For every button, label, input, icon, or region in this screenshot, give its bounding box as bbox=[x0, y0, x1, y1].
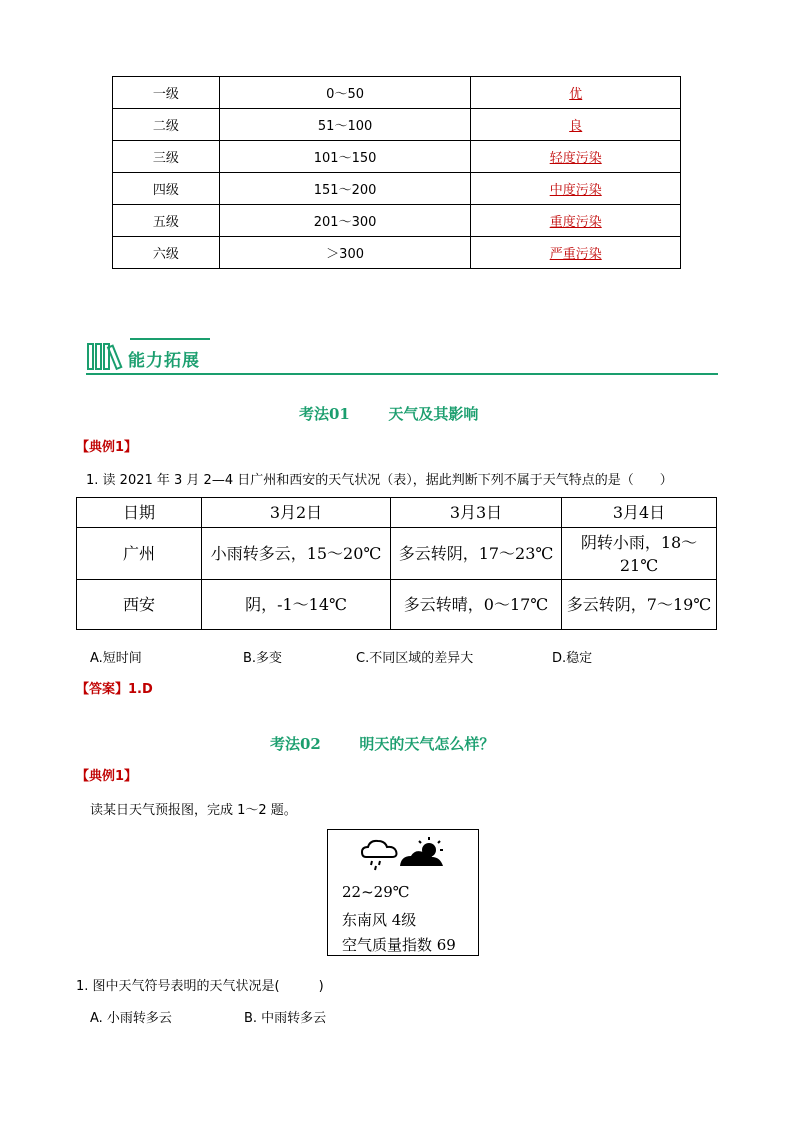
table-row bbox=[113, 237, 681, 269]
table-row bbox=[113, 173, 681, 205]
question-text: 1. 读 2021 年 3 月 2—4 日广州和西安的天气状况（表），据此判断下列不属于天气特点的是（ ） bbox=[86, 473, 673, 488]
weather-cell: 阴，-1～14℃ bbox=[202, 580, 391, 630]
aqi-range: 201～300 bbox=[219, 205, 471, 237]
header-cell: 3月3日 bbox=[391, 498, 562, 528]
option-a: A. 小雨转多云 bbox=[90, 1011, 172, 1026]
kaofa1-heading bbox=[299, 403, 478, 424]
table-row bbox=[77, 528, 717, 580]
partly-cloudy-icon bbox=[399, 836, 447, 870]
kaofa1-number: 考法01 bbox=[299, 405, 350, 423]
books-icon bbox=[86, 342, 126, 372]
weather-cell: 多云转阴，17～23℃ bbox=[391, 528, 562, 580]
aqi-category-link[interactable]: 中度污染 bbox=[549, 183, 602, 198]
aqi-level: 一级 bbox=[113, 77, 220, 109]
rain-cloud-icon bbox=[360, 837, 402, 871]
table-header-row bbox=[77, 498, 717, 528]
table-row bbox=[113, 141, 681, 173]
answer-label: 【答案】 bbox=[76, 682, 129, 697]
aqi-range: 51～100 bbox=[219, 109, 471, 141]
aqi-category-cell bbox=[471, 141, 681, 173]
weather-cell: 多云转晴，0～17℃ bbox=[391, 580, 562, 630]
example-label: 【典例1】 bbox=[76, 440, 138, 455]
table-row bbox=[113, 109, 681, 141]
forecast-aqi: 空气质量指数 69 bbox=[342, 936, 456, 954]
option-b: B.多变 bbox=[243, 651, 283, 666]
aqi-level: 五级 bbox=[113, 205, 220, 237]
aqi-category-link[interactable]: 优 bbox=[569, 87, 583, 102]
weather-table bbox=[76, 497, 717, 630]
kaofa2-number: 考法02 bbox=[270, 735, 321, 753]
option-d: D.稳定 bbox=[552, 651, 593, 666]
city-cell: 广州 bbox=[77, 528, 202, 580]
aqi-category-cell bbox=[471, 77, 681, 109]
aqi-level: 六级 bbox=[113, 237, 220, 269]
weather-cell: 阴转小雨，18～21℃ bbox=[562, 528, 717, 580]
aqi-range: 101～150 bbox=[219, 141, 471, 173]
aqi-category-link[interactable]: 轻度污染 bbox=[549, 151, 602, 166]
forecast-wind: 东南风 4级 bbox=[342, 911, 417, 929]
weather-cell: 小雨转多云，15～20℃ bbox=[202, 528, 391, 580]
aqi-level: 四级 bbox=[113, 173, 220, 205]
intro-text: 读某日天气预报图，完成 1～2 题。 bbox=[90, 803, 297, 818]
kaofa2-title: 明天的天气怎么样？ bbox=[359, 735, 495, 753]
aqi-range: 0～50 bbox=[219, 77, 471, 109]
header-cell: 3月4日 bbox=[562, 498, 717, 528]
table-row bbox=[113, 205, 681, 237]
forecast-temp: 22~29℃ bbox=[342, 883, 410, 901]
table-row bbox=[77, 580, 717, 630]
kaofa1-title: 天气及其影响 bbox=[388, 405, 479, 423]
answer-line bbox=[76, 678, 153, 697]
aqi-category-link[interactable]: 严重污染 bbox=[549, 247, 602, 262]
weather-cell: 多云转阴，7～19℃ bbox=[562, 580, 717, 630]
example-label: 【典例1】 bbox=[76, 769, 138, 784]
table-row bbox=[113, 77, 681, 109]
option-a: A.短时间 bbox=[90, 651, 142, 666]
aqi-category-link[interactable]: 良 bbox=[569, 119, 583, 134]
aqi-table bbox=[112, 76, 681, 269]
section-divider bbox=[86, 373, 718, 375]
aqi-range: ＞300 bbox=[219, 237, 471, 269]
aqi-level: 二级 bbox=[113, 109, 220, 141]
header-cell: 日期 bbox=[77, 498, 202, 528]
aqi-category-cell bbox=[471, 173, 681, 205]
answer-value: 1.D bbox=[128, 682, 153, 697]
option-c: C.不同区域的差异大 bbox=[356, 651, 474, 666]
header-cell: 3月2日 bbox=[202, 498, 391, 528]
aqi-level: 三级 bbox=[113, 141, 220, 173]
section-top-rule bbox=[130, 338, 210, 340]
option-b: B. 中雨转多云 bbox=[244, 1011, 327, 1026]
aqi-category-link[interactable]: 重度污染 bbox=[549, 215, 602, 230]
section-title: 能力拓展 bbox=[128, 351, 200, 371]
kaofa2-heading bbox=[270, 733, 494, 754]
city-cell: 西安 bbox=[77, 580, 202, 630]
aqi-category-cell bbox=[471, 205, 681, 237]
aqi-category-cell bbox=[471, 109, 681, 141]
aqi-range: 151～200 bbox=[219, 173, 471, 205]
question-text: 1. 图中天气符号表明的天气状况是( ) bbox=[76, 979, 324, 994]
aqi-category-cell bbox=[471, 237, 681, 269]
